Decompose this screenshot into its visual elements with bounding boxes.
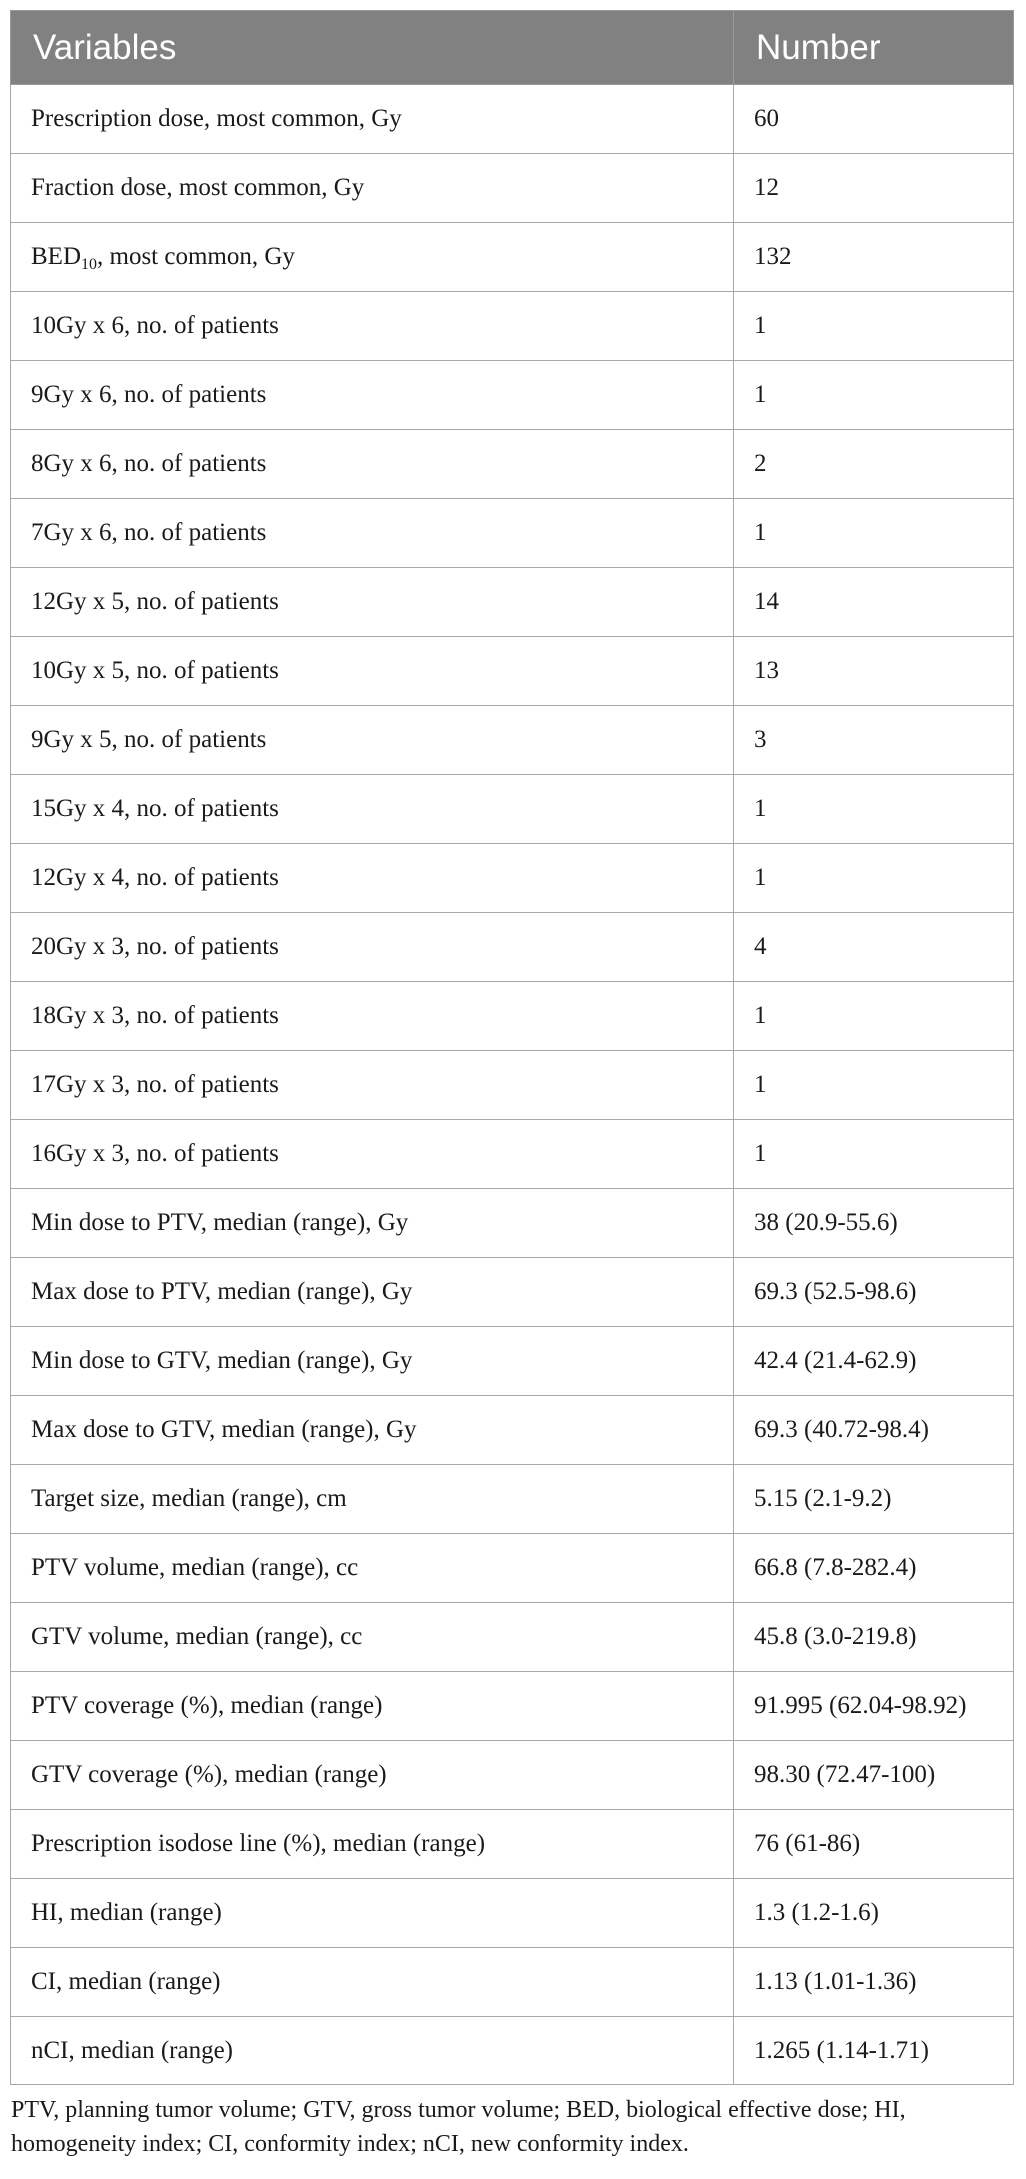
variable-label-suffix: , most common, Gy — [97, 243, 295, 270]
table-row — [11, 223, 1014, 292]
variable-cell — [11, 499, 734, 568]
data-table — [10, 10, 1014, 2085]
variable-cell — [11, 1879, 734, 1948]
table-row — [11, 1327, 1014, 1396]
variable-cell — [11, 1465, 734, 1534]
variable-label: 15Gy x 4, no. of patients — [31, 795, 279, 822]
variable-cell — [11, 706, 734, 775]
table-row — [11, 1603, 1014, 1672]
variable-label: Max dose to GTV, median (range), Gy — [31, 1416, 417, 1443]
variable-cell — [11, 1741, 734, 1810]
variable-cell — [11, 292, 734, 361]
table-header — [11, 11, 1014, 85]
value-cell: 98.30 (72.47-100) — [734, 1741, 1014, 1810]
value-cell: 69.3 (52.5-98.6) — [734, 1258, 1014, 1327]
variable-label: HI, median (range) — [31, 1899, 222, 1926]
value-cell: 66.8 (7.8-282.4) — [734, 1534, 1014, 1603]
table-row — [11, 844, 1014, 913]
variable-cell — [11, 2017, 734, 2085]
value-cell: 1 — [734, 499, 1014, 568]
value-cell: 4 — [734, 913, 1014, 982]
variable-label: 7Gy x 6, no. of patients — [31, 519, 267, 546]
variable-cell — [11, 844, 734, 913]
table-row — [11, 1879, 1014, 1948]
table-row — [11, 1258, 1014, 1327]
variable-label: 18Gy x 3, no. of patients — [31, 1002, 279, 1029]
value-cell: 5.15 (2.1-9.2) — [734, 1465, 1014, 1534]
value-cell: 60 — [734, 85, 1014, 154]
variable-label: Prescription dose, most common, Gy — [31, 105, 402, 132]
variable-cell — [11, 223, 734, 292]
variable-label: 10Gy x 6, no. of patients — [31, 312, 279, 339]
column-header-variables: Variables — [11, 11, 734, 85]
value-cell: 2 — [734, 430, 1014, 499]
value-cell: 42.4 (21.4-62.9) — [734, 1327, 1014, 1396]
value-cell: 1 — [734, 1120, 1014, 1189]
table-row — [11, 1534, 1014, 1603]
variable-cell — [11, 913, 734, 982]
table-row — [11, 361, 1014, 430]
value-cell: 1 — [734, 982, 1014, 1051]
value-cell: 76 (61-86) — [734, 1810, 1014, 1879]
value-cell: 1 — [734, 292, 1014, 361]
table-row — [11, 430, 1014, 499]
variable-cell — [11, 568, 734, 637]
value-cell: 45.8 (3.0-219.8) — [734, 1603, 1014, 1672]
variable-label: Prescription isodose line (%), median (range) — [31, 1830, 486, 1857]
value-cell: 1.3 (1.2-1.6) — [734, 1879, 1014, 1948]
variable-subscript: 10 — [81, 256, 97, 273]
variable-label: GTV volume, median (range), cc — [31, 1623, 363, 1650]
variable-label: 9Gy x 5, no. of patients — [31, 726, 267, 753]
variable-cell — [11, 982, 734, 1051]
variable-cell — [11, 1948, 734, 2017]
variable-cell — [11, 1672, 734, 1741]
variable-label: 12Gy x 5, no. of patients — [31, 588, 279, 615]
variable-cell — [11, 361, 734, 430]
variable-cell — [11, 1603, 734, 1672]
variable-cell — [11, 1327, 734, 1396]
table-footnote: PTV, planning tumor volume; GTV, gross tumor volume; BED, biological effective dose; HI, homogeneity index; CI, conformity index; nCI, new conformity index. — [11, 2097, 906, 2157]
variable-label: Target size, median (range), cm — [31, 1485, 347, 1512]
variable-cell — [11, 1810, 734, 1879]
variable-label: PTV coverage (%), median (range) — [31, 1692, 383, 1719]
value-cell: 14 — [734, 568, 1014, 637]
table-row — [11, 1810, 1014, 1879]
variable-label: 16Gy x 3, no. of patients — [31, 1140, 279, 1167]
table-row — [11, 1120, 1014, 1189]
column-header-number: Number — [734, 11, 1014, 85]
header-row — [11, 11, 1014, 85]
variable-cell — [11, 1396, 734, 1465]
table-row — [11, 2017, 1014, 2085]
table-row — [11, 1051, 1014, 1120]
variable-label: nCI, median (range) — [31, 2036, 234, 2064]
variable-cell — [11, 1189, 734, 1258]
table-figure — [10, 10, 1013, 2161]
variable-cell — [11, 154, 734, 223]
variable-label: PTV volume, median (range), cc — [31, 1554, 359, 1581]
variable-cell — [11, 775, 734, 844]
table-row — [11, 154, 1014, 223]
value-cell: 12 — [734, 154, 1014, 223]
value-cell: 1 — [734, 1051, 1014, 1120]
table-row — [11, 1948, 1014, 2017]
variable-label: 10Gy x 5, no. of patients — [31, 657, 279, 684]
variable-label: Fraction dose, most common, Gy — [31, 174, 365, 201]
value-cell: 91.995 (62.04-98.92) — [734, 1672, 1014, 1741]
variable-label: BED — [31, 243, 81, 270]
table-body — [11, 85, 1014, 2085]
table-row — [11, 85, 1014, 154]
variable-cell — [11, 85, 734, 154]
value-cell: 1.265 (1.14-1.71) — [734, 2017, 1014, 2085]
variable-cell — [11, 430, 734, 499]
value-cell: 1 — [734, 775, 1014, 844]
variable-label: 17Gy x 3, no. of patients — [31, 1071, 279, 1098]
table-row — [11, 913, 1014, 982]
variable-label: GTV coverage (%), median (range) — [31, 1761, 387, 1788]
variable-label: Min dose to GTV, median (range), Gy — [31, 1347, 413, 1374]
variable-label: Max dose to PTV, median (range), Gy — [31, 1278, 413, 1305]
table-row — [11, 1396, 1014, 1465]
variable-cell — [11, 1051, 734, 1120]
value-cell: 3 — [734, 706, 1014, 775]
variable-label: 12Gy x 4, no. of patients — [31, 864, 279, 891]
variable-label: 9Gy x 6, no. of patients — [31, 381, 267, 408]
variable-label: Min dose to PTV, median (range), Gy — [31, 1209, 409, 1236]
value-cell: 38 (20.9-55.6) — [734, 1189, 1014, 1258]
variable-label: 8Gy x 6, no. of patients — [31, 450, 267, 477]
table-row — [11, 1465, 1014, 1534]
value-cell: 13 — [734, 637, 1014, 706]
table-row — [11, 1672, 1014, 1741]
variable-cell — [11, 1258, 734, 1327]
table-row — [11, 292, 1014, 361]
table-row — [11, 706, 1014, 775]
value-cell: 1 — [734, 361, 1014, 430]
value-cell: 132 — [734, 223, 1014, 292]
table-row — [11, 775, 1014, 844]
variable-cell — [11, 1534, 734, 1603]
table-row — [11, 568, 1014, 637]
table-row — [11, 1741, 1014, 1810]
value-cell: 1.13 (1.01-1.36) — [734, 1948, 1014, 2017]
table-row — [11, 982, 1014, 1051]
variable-label: CI, median (range) — [31, 1968, 221, 1995]
value-cell: 1 — [734, 844, 1014, 913]
table-row — [11, 499, 1014, 568]
table-row — [11, 637, 1014, 706]
variable-label: 20Gy x 3, no. of patients — [31, 933, 279, 960]
variable-cell — [11, 637, 734, 706]
variable-cell — [11, 1120, 734, 1189]
table-row — [11, 1189, 1014, 1258]
value-cell: 69.3 (40.72-98.4) — [734, 1396, 1014, 1465]
